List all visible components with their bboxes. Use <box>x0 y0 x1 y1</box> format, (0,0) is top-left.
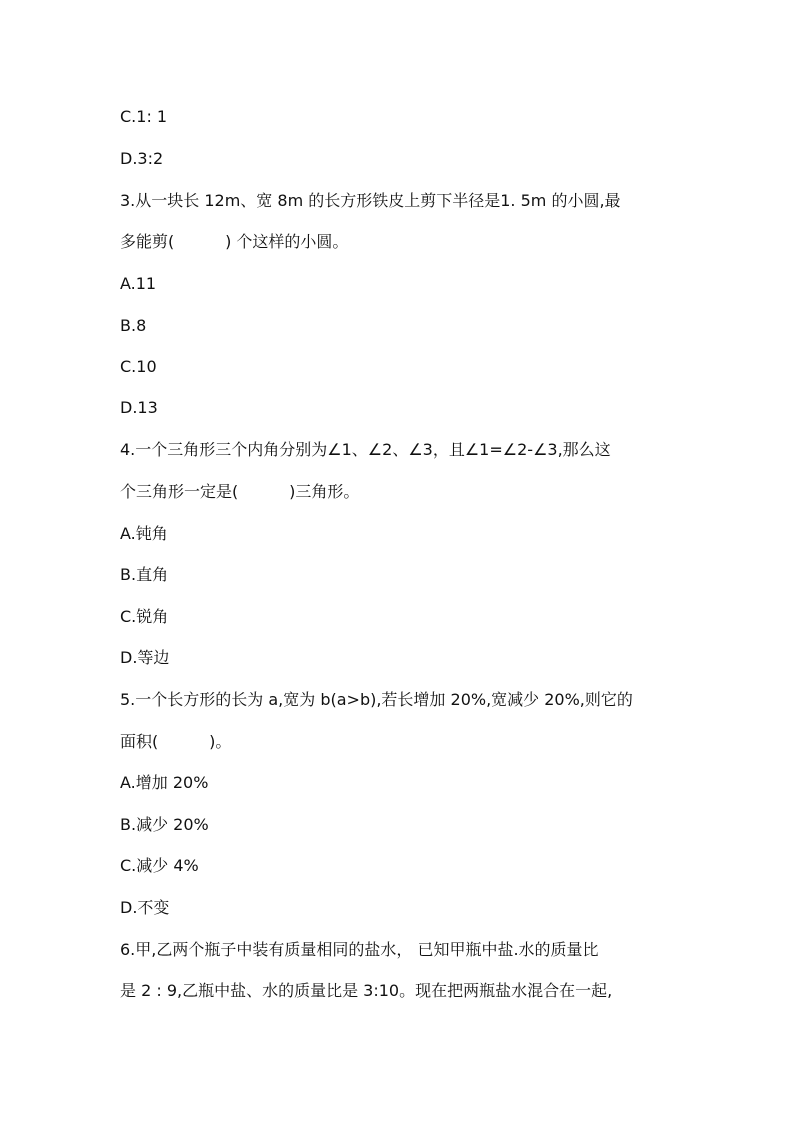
question-6-text-cont: 是 2 : 9,乙瓶中盐、水的质量比是 3:10。现在把两瓶盐水混合在一起, <box>120 981 613 1000</box>
question-3-text: 3.从一块长 12m、宽 8m 的长方形铁皮上剪下半径是1. 5m 的小圆,最 <box>120 191 621 210</box>
option-d-q2: D.3:2 <box>120 149 164 168</box>
option-c-q3: C.10 <box>120 357 157 376</box>
question-4-text-cont: 个三角形一定是( )三角形。 <box>120 482 360 501</box>
option-c-q2: C.1: 1 <box>120 107 168 126</box>
option-b-q3: B.8 <box>120 316 147 335</box>
option-b-q4: B.直角 <box>120 565 169 584</box>
option-d-q4: D.等边 <box>120 648 170 667</box>
option-b-q5: B.减少 20% <box>120 815 209 834</box>
option-c-q4: C.锐角 <box>120 607 169 626</box>
option-a-q3: A.11 <box>120 274 157 293</box>
question-5-text-cont: 面积( )。 <box>120 732 232 751</box>
option-d-q3: D.13 <box>120 398 158 417</box>
question-5-text: 5.一个长方形的长为 a,宽为 b(a>b),若长增加 20%,宽减少 20%,则它的 <box>120 690 633 709</box>
question-6-text: 6.甲,乙两个瓶子中装有质量相同的盐水， 已知甲瓶中盐.水的质量比 <box>120 940 599 959</box>
option-a-q4: A.钝角 <box>120 524 168 543</box>
question-4-text: 4.一个三角形三个内角分别为∠1、∠2、∠3，且∠1=∠2-∠3,那么这 <box>120 440 611 459</box>
option-d-q5: D.不变 <box>120 898 170 917</box>
option-c-q5: C.减少 4% <box>120 856 199 875</box>
option-a-q5: A.增加 20% <box>120 773 209 792</box>
question-3-text-cont: 多能剪( ) 个这样的小圆。 <box>120 232 349 251</box>
